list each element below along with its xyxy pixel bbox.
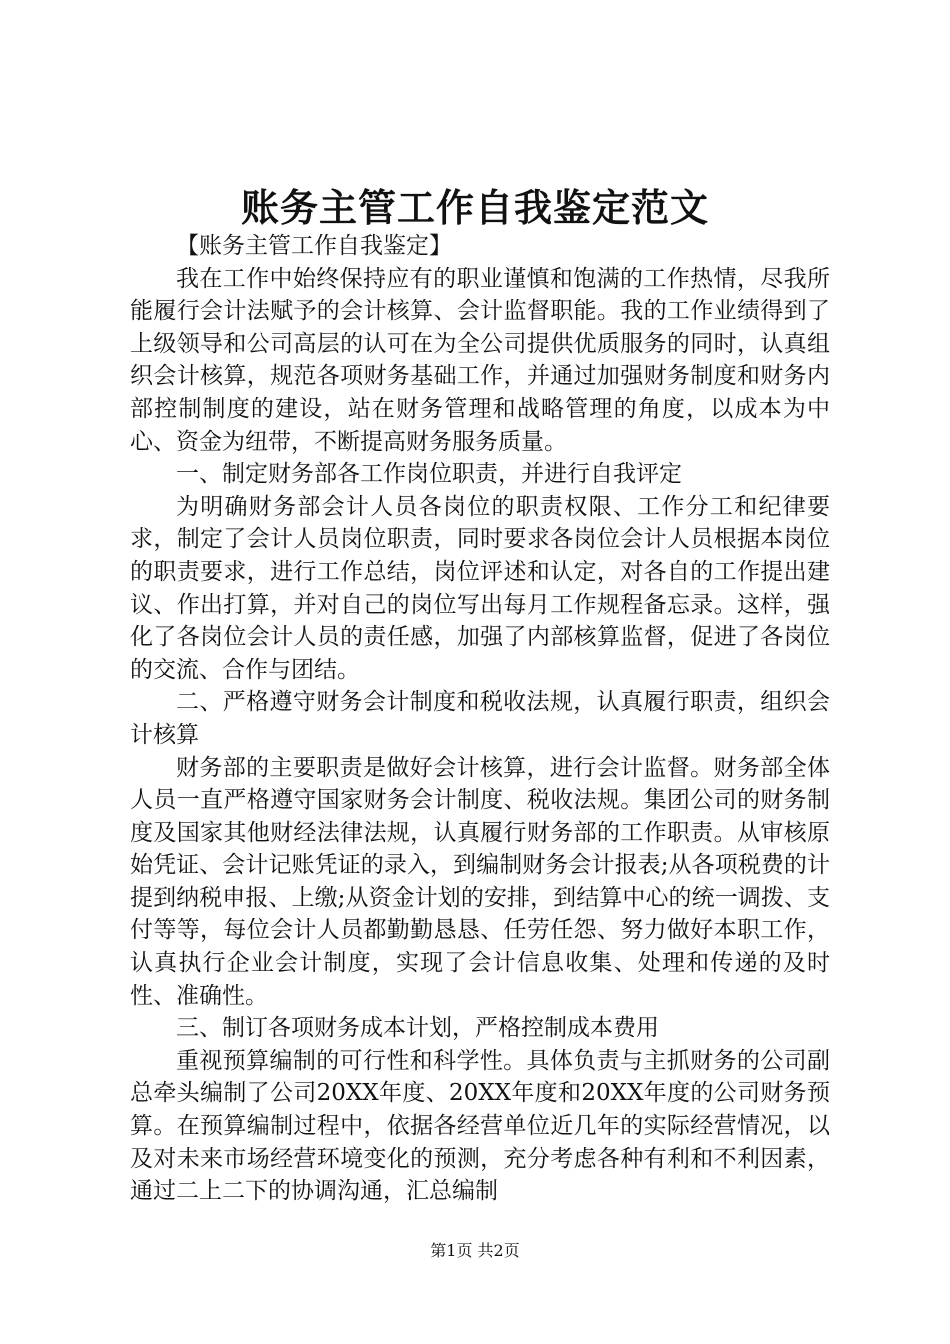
paragraph-section-1: 为明确财务部会计人员各岗位的职责权限、工作分工和纪律要求，制定了会计人员岗位职责，同时要求各岗位会计人员根据本岗位的职责要求，进行工作总结，岗位评述和认定，对各自的工作提出建议、作出打算，并对自己的岗位写出每月工作规程备忘录。这样，强化了各岗位会计人员的责任感，加强了内部核算监督，促进了各岗位的交流、合作与团结。 [130, 493, 830, 683]
paragraph-section-2: 财务部的主要职责是做好会计核算，进行会计监督。财务部全体人员一直严格遵守国家财务会计制度、税收法规。集团公司的财务制度及国家其他财经法律法规，认真履行财务部的工作职责。从审核原始凭证、会计记账凭证的录入，到编制财务会计报表;从各项税费的计提到纳税申报、上缴;从资金计划的安排，到结算中心的统一调拨、支付等等，每位会计人员都勤勤恳恳、任劳任怨、努力做好本职工作，认真执行企业会计制度，实现了会计信息收集、处理和传递的及时性、准确性。 [130, 754, 830, 1009]
section-heading-2: 二、严格遵守财务会计制度和税收法规，认真履行职责，组织会计核算 [130, 689, 830, 748]
document-title: 账务主管工作自我鉴定范文 [240, 185, 709, 230]
section-heading-1: 一、制定财务部各工作岗位职责，并进行自我评定 [176, 461, 682, 488]
section-heading-3: 三、制订各项财务成本计划，严格控制成本费用 [176, 1015, 659, 1042]
section-label: 【账务主管工作自我鉴定】 [176, 233, 452, 259]
paragraph-intro: 我在工作中始终保持应有的职业谨慎和饱满的工作热情，尽我所能履行会计法赋予的会计核算、会计监督职能。我的工作业绩得到了上级领导和公司高层的认可在为全公司提供优质服务的同时，认真组织会计核算，规范各项财务基础工作，并通过加强财务制度和财务内部控制制度的建设，站在财务管理和战略管理的角度，以成本为中心、资金为纽带，不断提高财务服务质量。 [130, 265, 830, 455]
page-footer: 第1页 共2页 [430, 1241, 520, 1260]
paragraph-section-3: 重视预算编制的可行性和科学性。具体负责与主抓财务的公司副总牵头编制了公司20XX年度、20XX年度和20XX年度的公司财务预算。在预算编制过程中，依据各经营单位近几年的实际经营情况，以及对未来市场经营环境变化的预测，充分考虑各种有利和不利因素，通过二上二下的协调沟通，汇总编制 [130, 1047, 830, 1205]
document-body [130, 230, 830, 1208]
